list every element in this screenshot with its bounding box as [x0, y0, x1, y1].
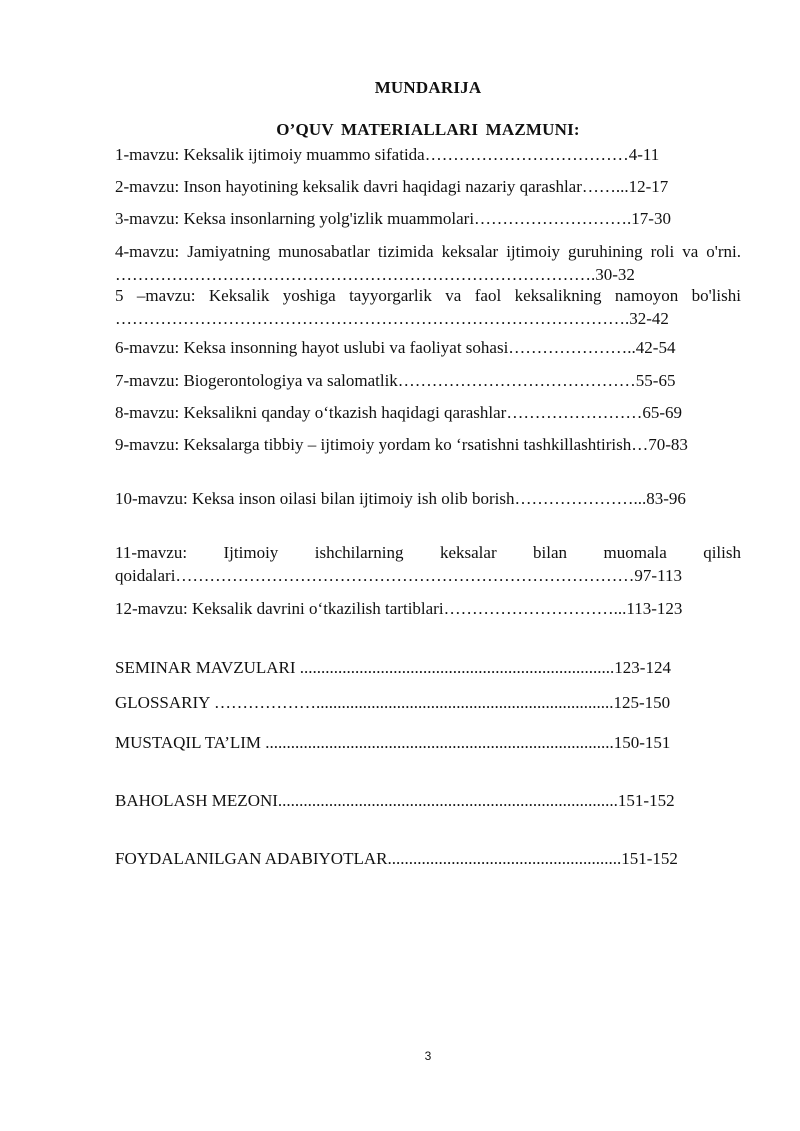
toc-entry-8: 8-mavzu: Keksalikni qanday o‘tkazish haqidagi qarashlar……………………65-69	[115, 403, 683, 422]
toc-entry-glossariy: GLOSSARIY ………………......................................................................125-150	[115, 693, 671, 712]
toc-entry-4: 4-mavzu: Jamiyatning munosabatlar tizimida keksalar ijtimoiy guruhining roli va o'rni. ………………………………………………………………………….30-32	[115, 242, 741, 284]
document-title: MUNDARIJA	[374, 78, 482, 97]
toc-entry-3: 3-mavzu: Keksa insonlarning yolg'izlik muammolari……………………….17-30	[115, 209, 671, 228]
toc-entry-mustaqil-talim: MUSTAQIL TA’LIM ..................................................................................150-151	[115, 733, 671, 752]
toc-entry-adabiyotlar: FOYDALANILGAN ADABIYOTLAR.......................................................151-152	[115, 849, 678, 868]
toc-entry-10: 10-mavzu: Keksa inson oilasi bilan ijtimoiy ish olib borish…………………...83-96	[115, 489, 686, 508]
page-number: 3	[424, 1049, 432, 1063]
toc-entry-1: 1-mavzu: Keksalik ijtimoiy muammo sifatida………………………………4-11	[115, 145, 660, 164]
section-subtitle: O’QUV MATERIALLARI MAZMUNI:	[276, 120, 580, 139]
toc-entry-12: 12-mavzu: Keksalik davrini o‘tkazilish tartiblari…………………………...113-123	[115, 599, 683, 618]
toc-entry-seminar: SEMINAR MAVZULARI ..........................................................................123-124	[115, 658, 671, 677]
toc-entry-baholash-mezoni: BAHOLASH MEZONI................................................................................151-152	[115, 791, 675, 810]
toc-entry-9: 9-mavzu: Keksalarga tibbiy – ijtimoiy yordam ko ‘rsatishni tashkillashtirish…70-83	[115, 435, 688, 454]
toc-entry-2: 2-mavzu: Inson hayotining keksalik davri haqidagi nazariy qarashlar……...12-17	[115, 177, 669, 196]
toc-entry-7: 7-mavzu: Biogerontologiya va salomatlik……………………………………55-65	[115, 371, 676, 390]
toc-entry-6: 6-mavzu: Keksa insonning hayot uslubi va faoliyat sohasi…………………..42-54	[115, 338, 676, 357]
toc-entry-11: 11-mavzu: Ijtimoiy ishchilarning keksalar bilan muomala qilish qoidalari………………………………………………………………………97-113	[115, 543, 741, 585]
toc-entry-5: 5 –mavzu: Keksalik yoshiga tayyorgarlik va faol keksalikning namoyon bo'lishi ……………………………………………………………………………….32-42	[115, 286, 741, 328]
